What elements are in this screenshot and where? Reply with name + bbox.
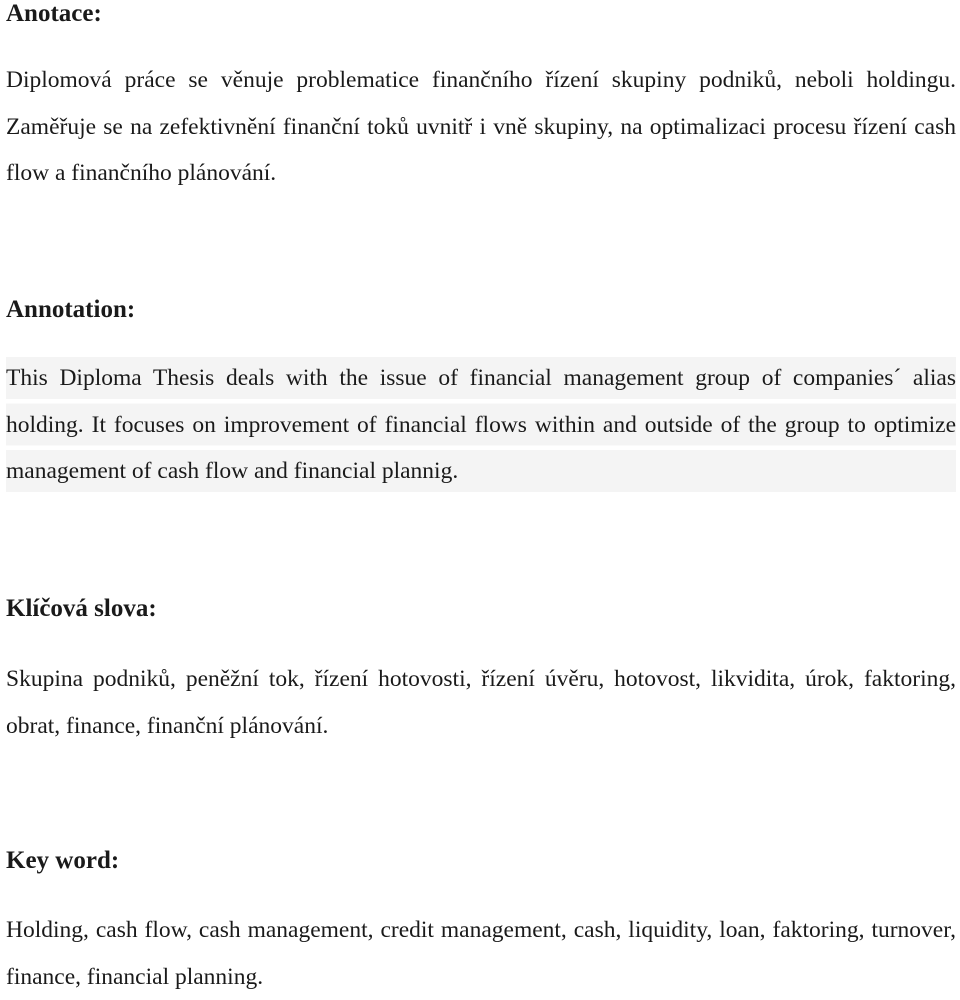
paragraph-anotace: Diplomová práce se věnuje problematice finančního řízení skupiny podniků, neboli holdingu. Zaměřuje se na zefektivnění finanční toků uvnitř i vně skupiny, na optimalizaci procesu řízení cash flow a finančního plánování. [6,67,956,186]
heading-annotation: Annotation: [6,296,136,323]
heading-key-word: Key word: [6,847,120,874]
paragraph-klicova-slova: Skupina podniků, peněžní tok, řízení hotovosti, řízení úvěru, hotovost, likvidita, úrok, faktoring, obrat, finance, finanční plánování. [6,666,956,739]
heading-anotace: Anotace: [6,0,102,27]
paragraph-key-word: Holding, cash flow, cash management, credit management, cash, liquidity, loan, faktoring, turnover, finance, financial planning. [6,917,956,990]
paragraph-annotation: This Diploma Thesis deals with the issue of financial management group of companies´ alias holding. It focuses on improvement of financial flows within and outside of the group to optimize management of cash flow and financial plannig. [6,355,956,495]
heading-klicova-slova: Klíčová slova: [6,595,157,622]
